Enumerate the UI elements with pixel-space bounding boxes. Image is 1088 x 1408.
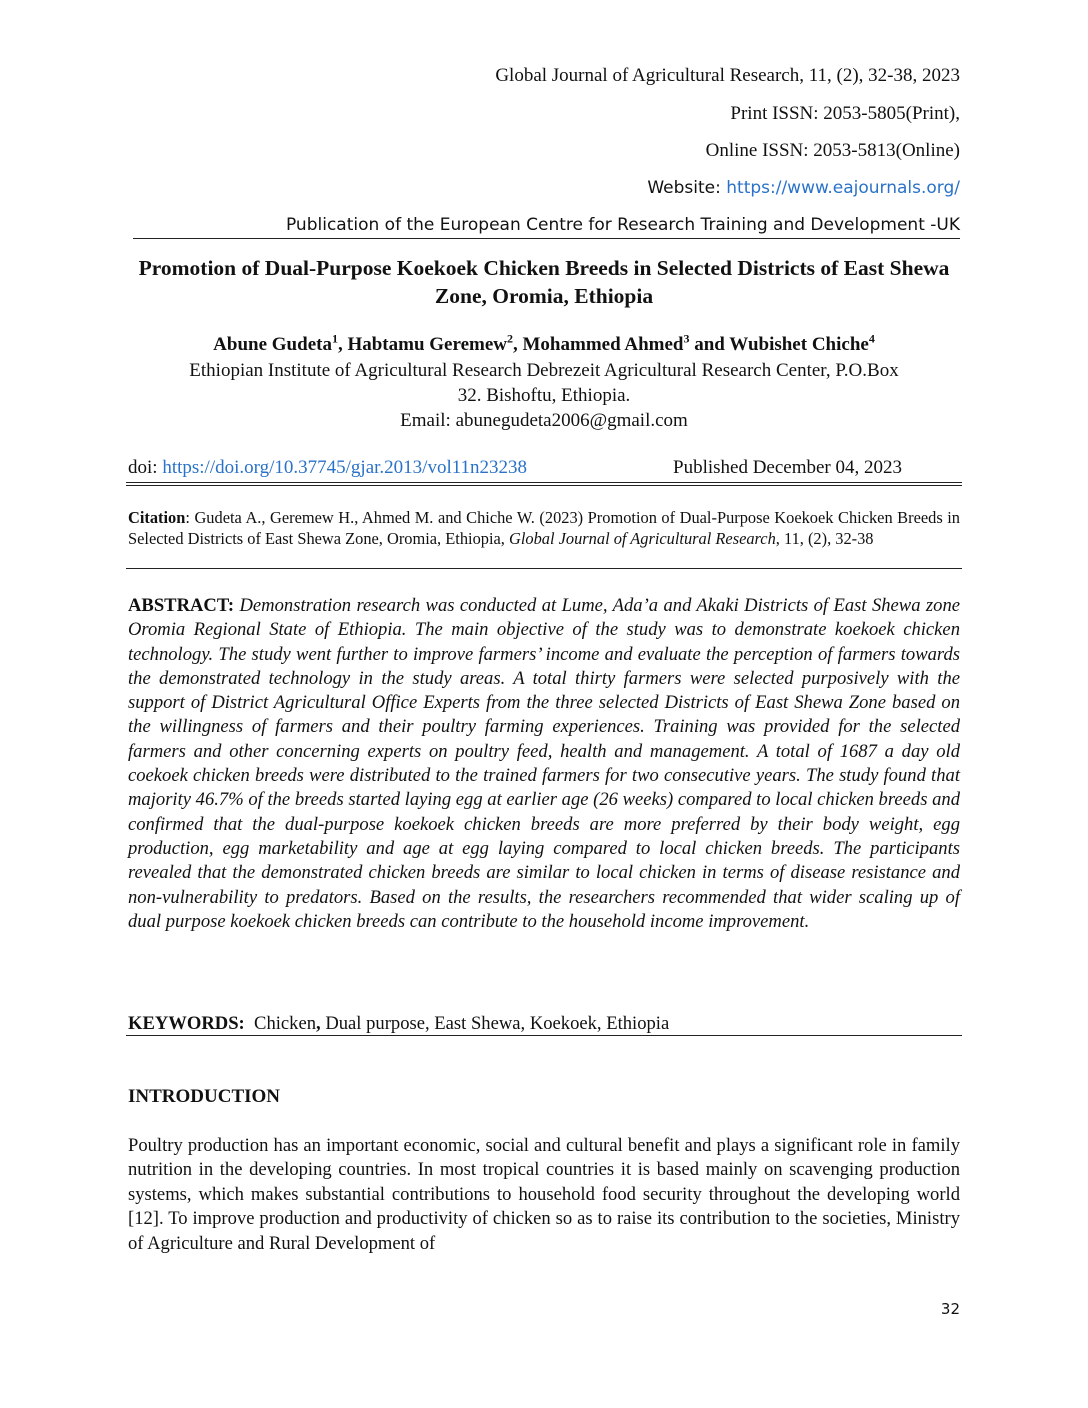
citation-text-end: , 11, (2), 32-38 (775, 529, 874, 548)
keywords-list: Dual purpose, East Shewa, Koekoek, Ethiopia (325, 1013, 670, 1034)
author-name: Habtamu Geremew (347, 334, 507, 355)
doi-row (128, 456, 960, 480)
author-affil-mark: 1 (331, 331, 338, 346)
keywords-label: KEYWORDS: (128, 1013, 245, 1034)
divider (126, 482, 962, 483)
authors-line (128, 333, 960, 357)
journal-line: Global Journal of Agricultural Research, 11, (2), 32-38, 2023 (495, 65, 960, 86)
author-name: Wubishet Chiche (729, 334, 869, 355)
citation-text: : Gudeta A., Geremew H., Ahmed M. and Chiche W. (2023) Promotion of Dual-Purpose Koekoek Chicken Breeds in Selected Districts of East Shewa Zone, Oromia, Ethiopia, (128, 508, 960, 548)
print-issn: Print ISSN: 2053-5805(Print), (730, 103, 960, 124)
doi-label: doi: (128, 457, 163, 478)
intro-paragraph: Poultry production has an important economic, social and cultural benefit and plays a significant role in family nutrition in the developing countries. In most tropical countries it is based mainly on scavenging production systems, which makes substantial contributions to household food security throughout the developing world [12]. To improve production and productivity of chicken so as to raise its contribution to the societies, Ministry of Agriculture and Rural Development of (128, 1135, 960, 1254)
affiliation-block (128, 358, 960, 433)
email-line: Email: abunegudeta2006@gmail.com (400, 410, 688, 431)
author-separator: and (689, 334, 730, 355)
affiliation-line-2: 32. Bishoftu, Ethiopia. (457, 385, 631, 406)
abstract-label: ABSTRACT: (128, 595, 235, 616)
author-separator: , (513, 334, 523, 355)
divider (126, 1035, 962, 1036)
website-label: Website: (647, 178, 727, 198)
keywords-line: KEYWORDS: Chicken, Dual purpose, East Shewa, Koekoek, Ethiopia (128, 1013, 670, 1034)
page-number: 32 (940, 1300, 960, 1318)
doi-link[interactable]: https://doi.org/10.37745/gjar.2013/vol11n23238 (162, 457, 528, 478)
citation-block (128, 507, 960, 549)
affiliation-line-1: Ethiopian Institute of Agricultural Research Debrezeit Agricultural Research Center, P.O.Box (189, 360, 899, 381)
article-title: Promotion of Dual-Purpose Koekoek Chicken Breeds in Selected Districts of East Shewa Zone, Oromia, Ethiopia (138, 256, 950, 308)
abstract-block (128, 594, 960, 934)
author-affil-mark: 3 (683, 331, 690, 346)
citation-label: Citation (128, 508, 186, 527)
online-issn: Online ISSN: 2053-5813(Online) (705, 140, 960, 161)
website-link[interactable]: https://www.eajournals.org/ (726, 178, 960, 198)
section-heading: INTRODUCTION (128, 1086, 281, 1107)
author-affil-mark: 2 (507, 331, 513, 346)
divider (126, 485, 962, 486)
citation-journal: Global Journal of Agricultural Research (509, 529, 776, 548)
author-affil-mark: 4 (868, 331, 875, 346)
published-date: Published December 04, 2023 (673, 457, 903, 478)
publisher-line: Publication of the European Centre for Research Training and Development -UK (133, 214, 960, 239)
divider (126, 568, 962, 569)
author-separator: , (337, 334, 348, 355)
keyword-first: Chicken (254, 1013, 317, 1034)
author-name: Mohammed Ahmed (522, 334, 684, 355)
author-name: Abune Gudeta (213, 334, 332, 355)
abstract-text: Demonstration research was conducted at Lume, Ada’a and Akaki Districts of East Shewa zone Oromia Regional State of Ethiopia. The main objective of the study was to demonstrate koekoek chicken technology. The study went further to improve farmers’ income and evaluate the perception of farmers towards the demonstrated technology in the study areas. A total thirty farmers were selected purposively with the support of District Agricultural Office Experts from the three selected Districts of East Shewa Zone based on the willingness of farmers and their poultry farming experiences. Training was provided for the selected farmers and other concerning experts on poultry feed, health and management. A total of 1687 a day old coekoek chicken breeds were distributed to the trained farmers for two consecutive years. The study found that majority 46.7% of the breeds started laying egg at earlier age (26 weeks) compared to local chicken breeds and confirmed that the dual-purpose koekoek chicken breeds are more preferred by their body weight, egg production, egg marketability and age at egg laying compared to local chicken breeds. The participants revealed that the demonstrated chicken breeds are similar to local chicken in terms of disease resistance and non-vulnerability to predators. Based on the results, the researchers recommended that wider scaling up of dual purpose koekoek chicken breeds can contribute to the household income improvement. (128, 595, 960, 932)
website-line (647, 176, 960, 200)
